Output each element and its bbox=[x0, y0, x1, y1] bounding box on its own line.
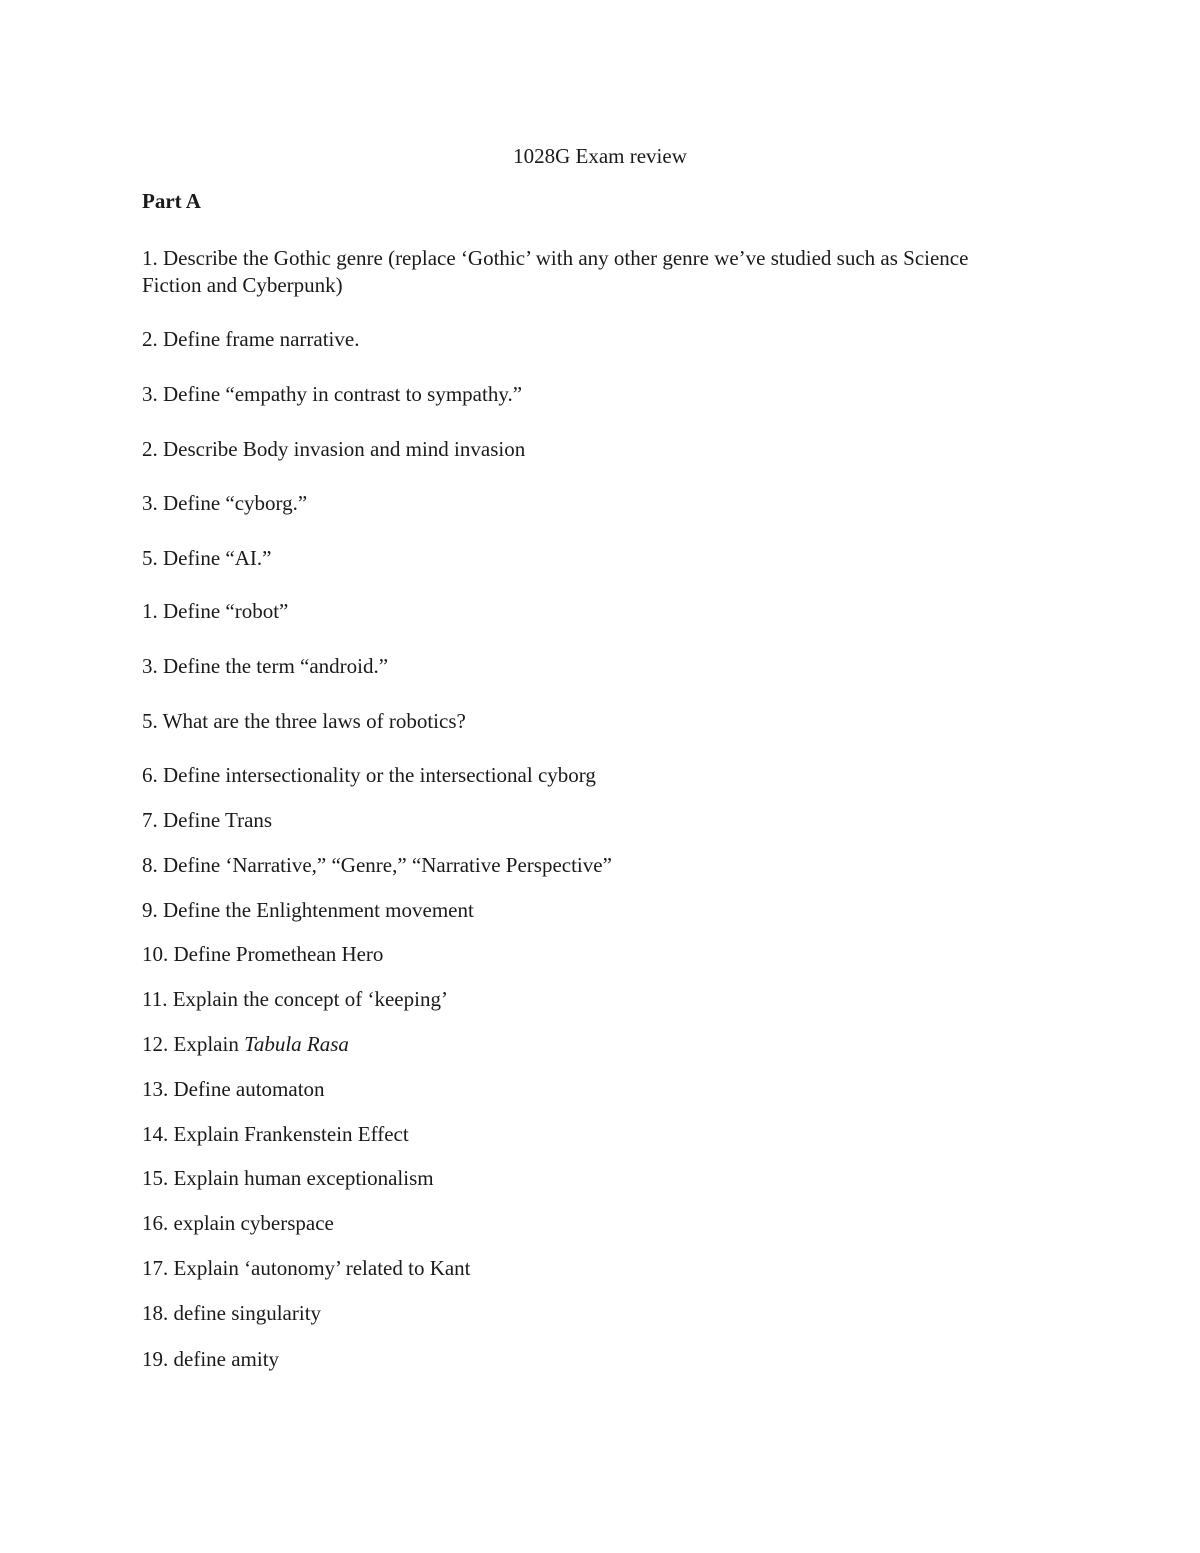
question-item: 3. Define the term “android.” bbox=[142, 654, 389, 678]
question-item: 5. What are the three laws of robotics? bbox=[142, 709, 466, 733]
question-item bbox=[142, 1031, 1022, 1058]
question-item: 1. Define “robot” bbox=[142, 599, 289, 623]
question-item: 2. Define frame narrative. bbox=[142, 327, 360, 351]
question-item: 3. Define “cyborg.” bbox=[142, 491, 308, 515]
question-item: 19. define amity bbox=[142, 1347, 280, 1371]
question-item: 16. explain cyberspace bbox=[142, 1211, 334, 1235]
question-item: 2. Describe Body invasion and mind invasion bbox=[142, 437, 526, 461]
section-heading-part-a: Part A bbox=[142, 189, 201, 213]
question-item: 15. Explain human exceptionalism bbox=[142, 1166, 434, 1190]
italic-term: Tabula Rasa bbox=[244, 1032, 349, 1056]
question-item: 18. define singularity bbox=[142, 1301, 322, 1325]
question-item: 13. Define automaton bbox=[142, 1077, 325, 1101]
question-item: 10. Define Promethean Hero bbox=[142, 942, 384, 966]
question-item: 8. Define ‘Narrative,” “Genre,” “Narrative Perspective” bbox=[142, 853, 612, 877]
question-item: 6. Define intersectionality or the intersectional cyborg bbox=[142, 763, 596, 787]
question-item: 1. Describe the Gothic genre (replace ‘Gothic’ with any other genre we’ve studied such as Science Fiction and Cyberpunk) bbox=[142, 246, 969, 297]
question-item: 17. Explain ‘autonomy’ related to Kant bbox=[142, 1256, 471, 1280]
question-item: 9. Define the Enlightenment movement bbox=[142, 898, 474, 922]
question-text: 12. Explain bbox=[142, 1032, 245, 1056]
question-item: 3. Define “empathy in contrast to sympathy.” bbox=[142, 382, 523, 406]
question-item: 5. Define “AI.” bbox=[142, 546, 272, 570]
question-item: 11. Explain the concept of ‘keeping’ bbox=[142, 987, 448, 1011]
question-item: 7. Define Trans bbox=[142, 808, 273, 832]
question-item: 14. Explain Frankenstein Effect bbox=[142, 1122, 409, 1146]
page-title: 1028G Exam review bbox=[513, 144, 687, 168]
